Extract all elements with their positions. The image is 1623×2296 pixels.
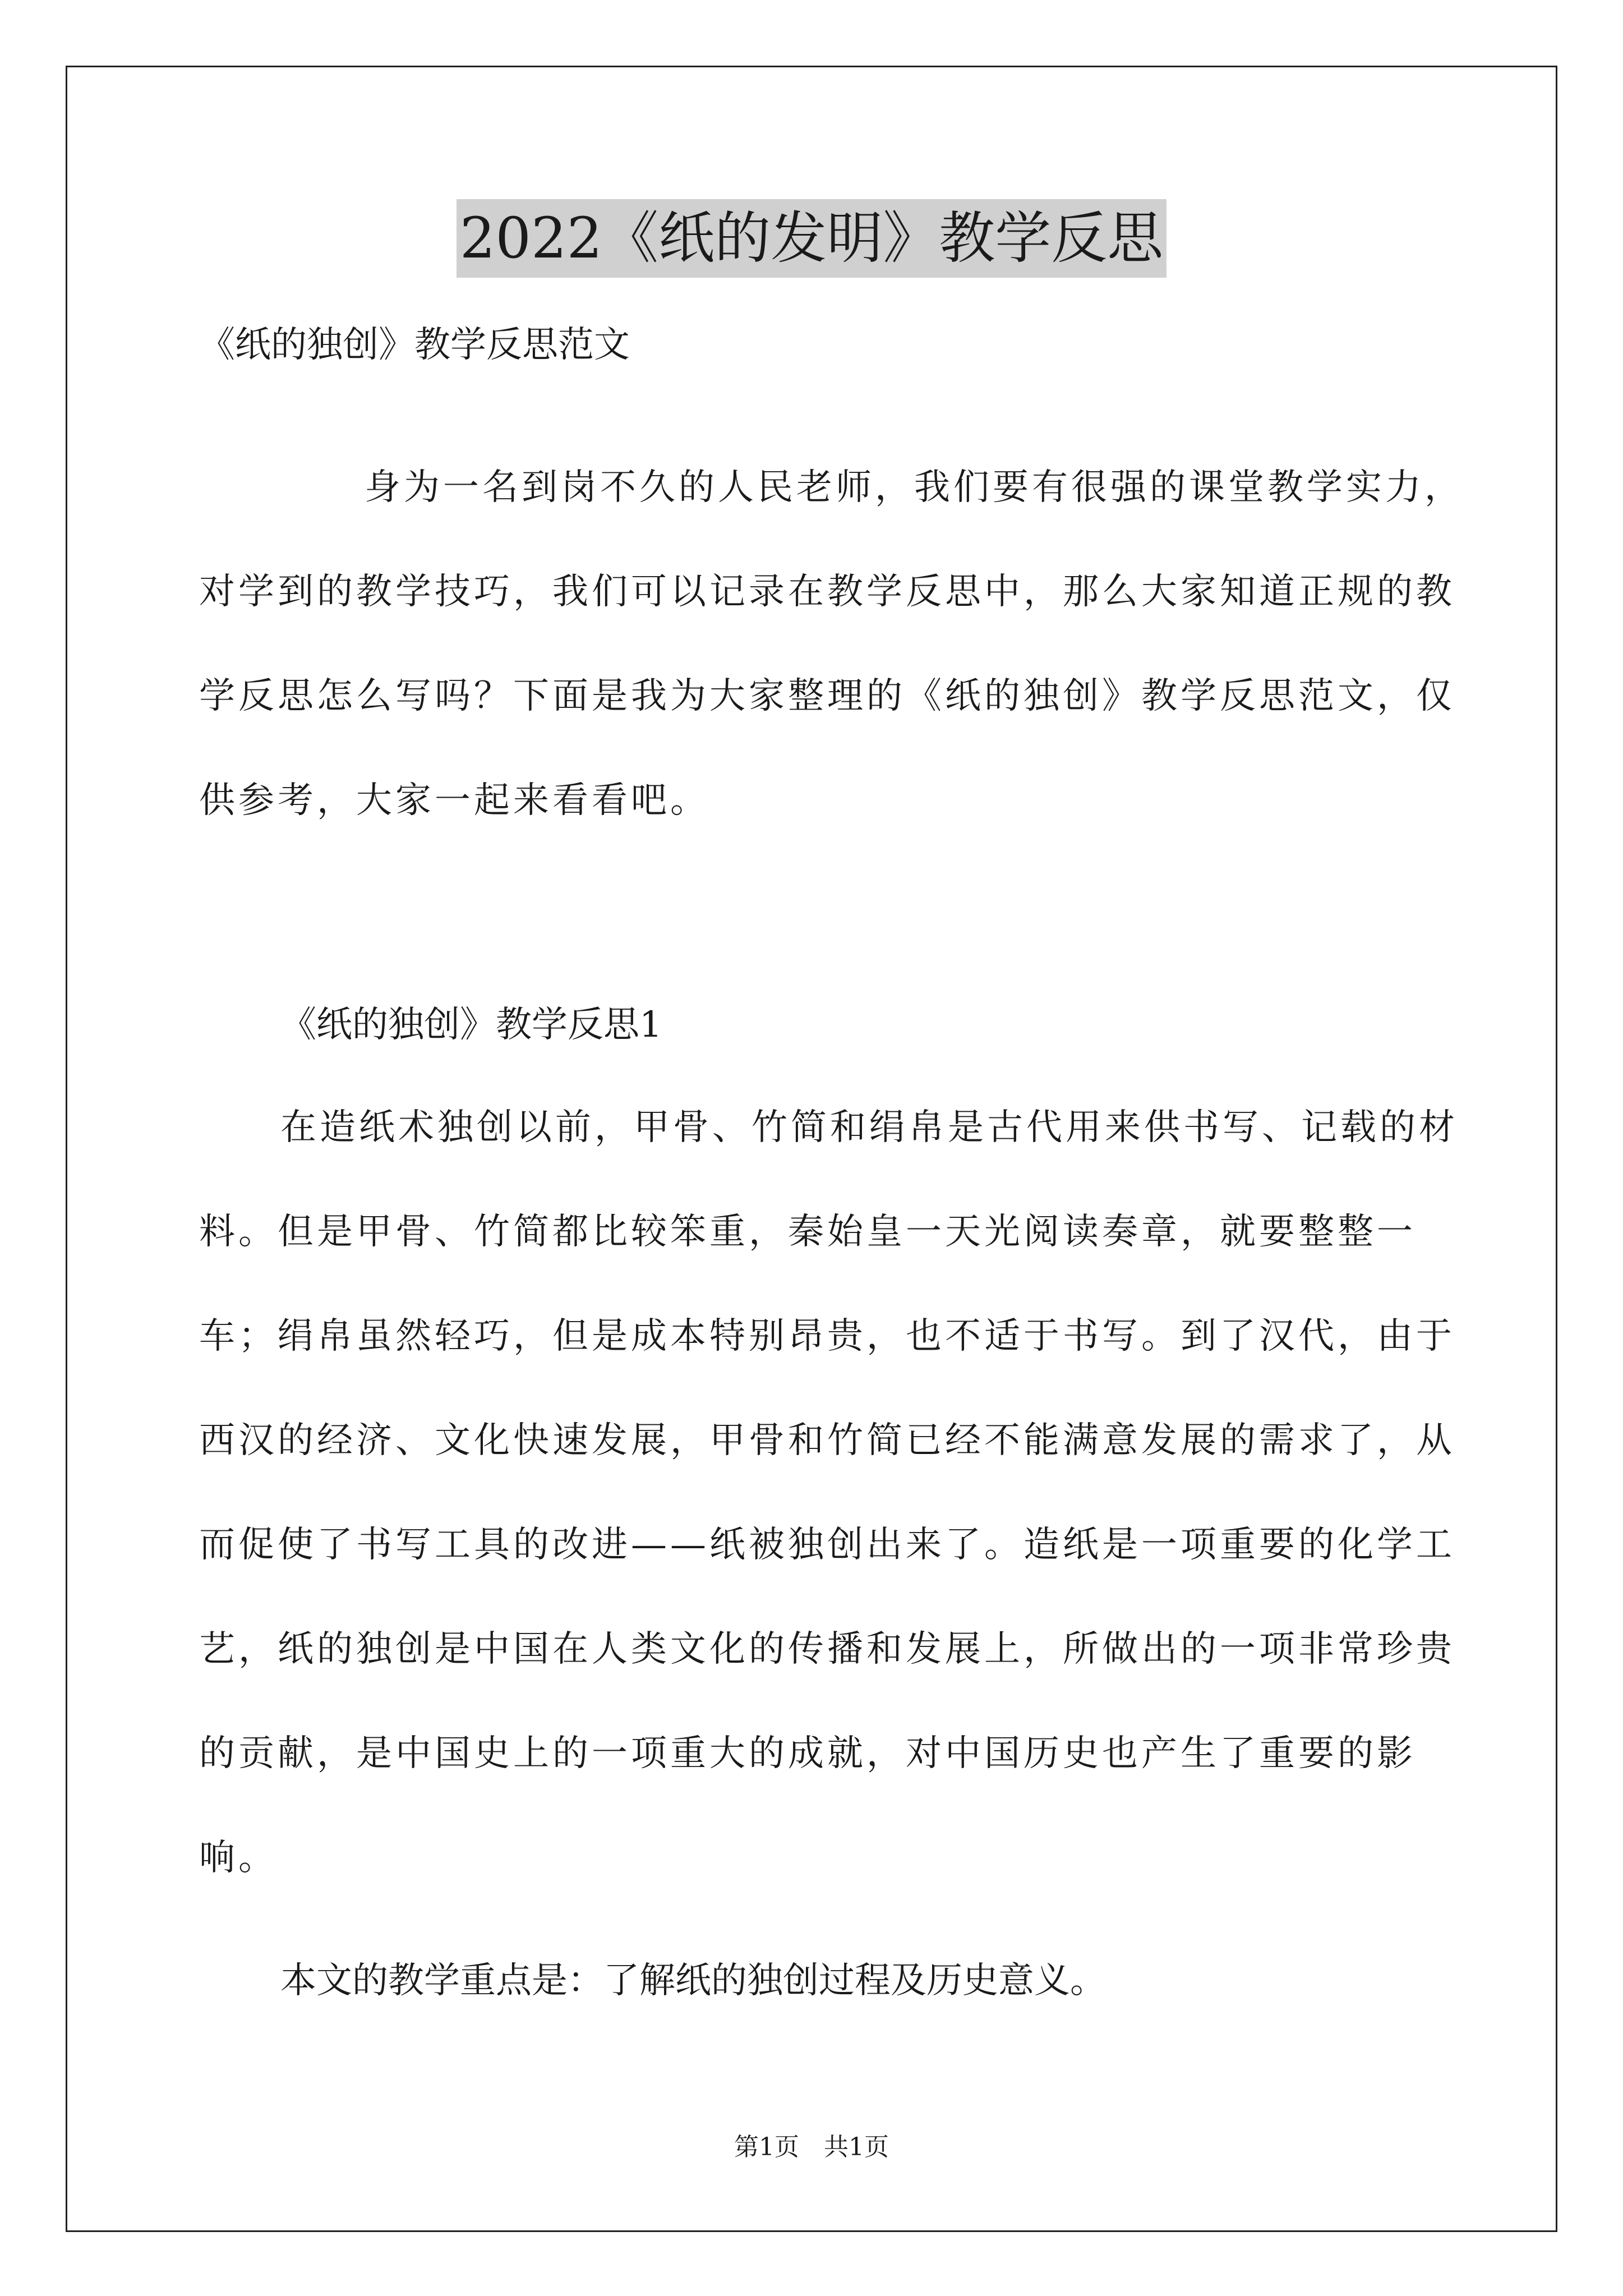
document-title: 2022《纸的发明》教学反思 xyxy=(457,199,1167,278)
body-paragraph: 在造纸术独创以前，甲骨、竹简和绢帛是古代用来供书写、记载的材料。但是甲骨、竹简都比较笨重，秦始皇一天光阅读奏章，就要整整一车；绢帛虽然轻巧，但是成本特别昂贵，也不适于书写。到了汉代，由于西汉的经济、文化快速发展，甲骨和竹简已经不能满意发展的需求了，从而促使了书写工具的改进——纸被独创出来了。造纸是一项重要的化学工艺，纸的独创是中国在人类文化的传播和发展上，所做出的一项非常珍贵的贡献，是中国史上的一项重大的成就，对中国历史也产生了重要的影响。 xyxy=(199,1107,1458,1879)
key-point-paragraph: 本文的教学重点是：了解纸的独创过程及历史意义。 xyxy=(280,1960,1106,2001)
document-subtitle: 《纸的独创》教学反思范文 xyxy=(199,324,630,366)
title-container xyxy=(0,199,1623,278)
section-title: 《纸的独创》教学反思1 xyxy=(280,1004,662,1046)
page-footer: 第1页 共1页 xyxy=(734,2133,889,2161)
intro-paragraph: 身为一名到岗不久的人民老师，我们要有很强的课堂教学实力，对学到的教学技巧，我们可以记录在教学反思中，那么大家知道正规的教学反思怎么写吗？下面是我为大家整理的《纸的独创》教学反思范文，仅供参考，大家一起来看看吧。 xyxy=(199,467,1464,821)
